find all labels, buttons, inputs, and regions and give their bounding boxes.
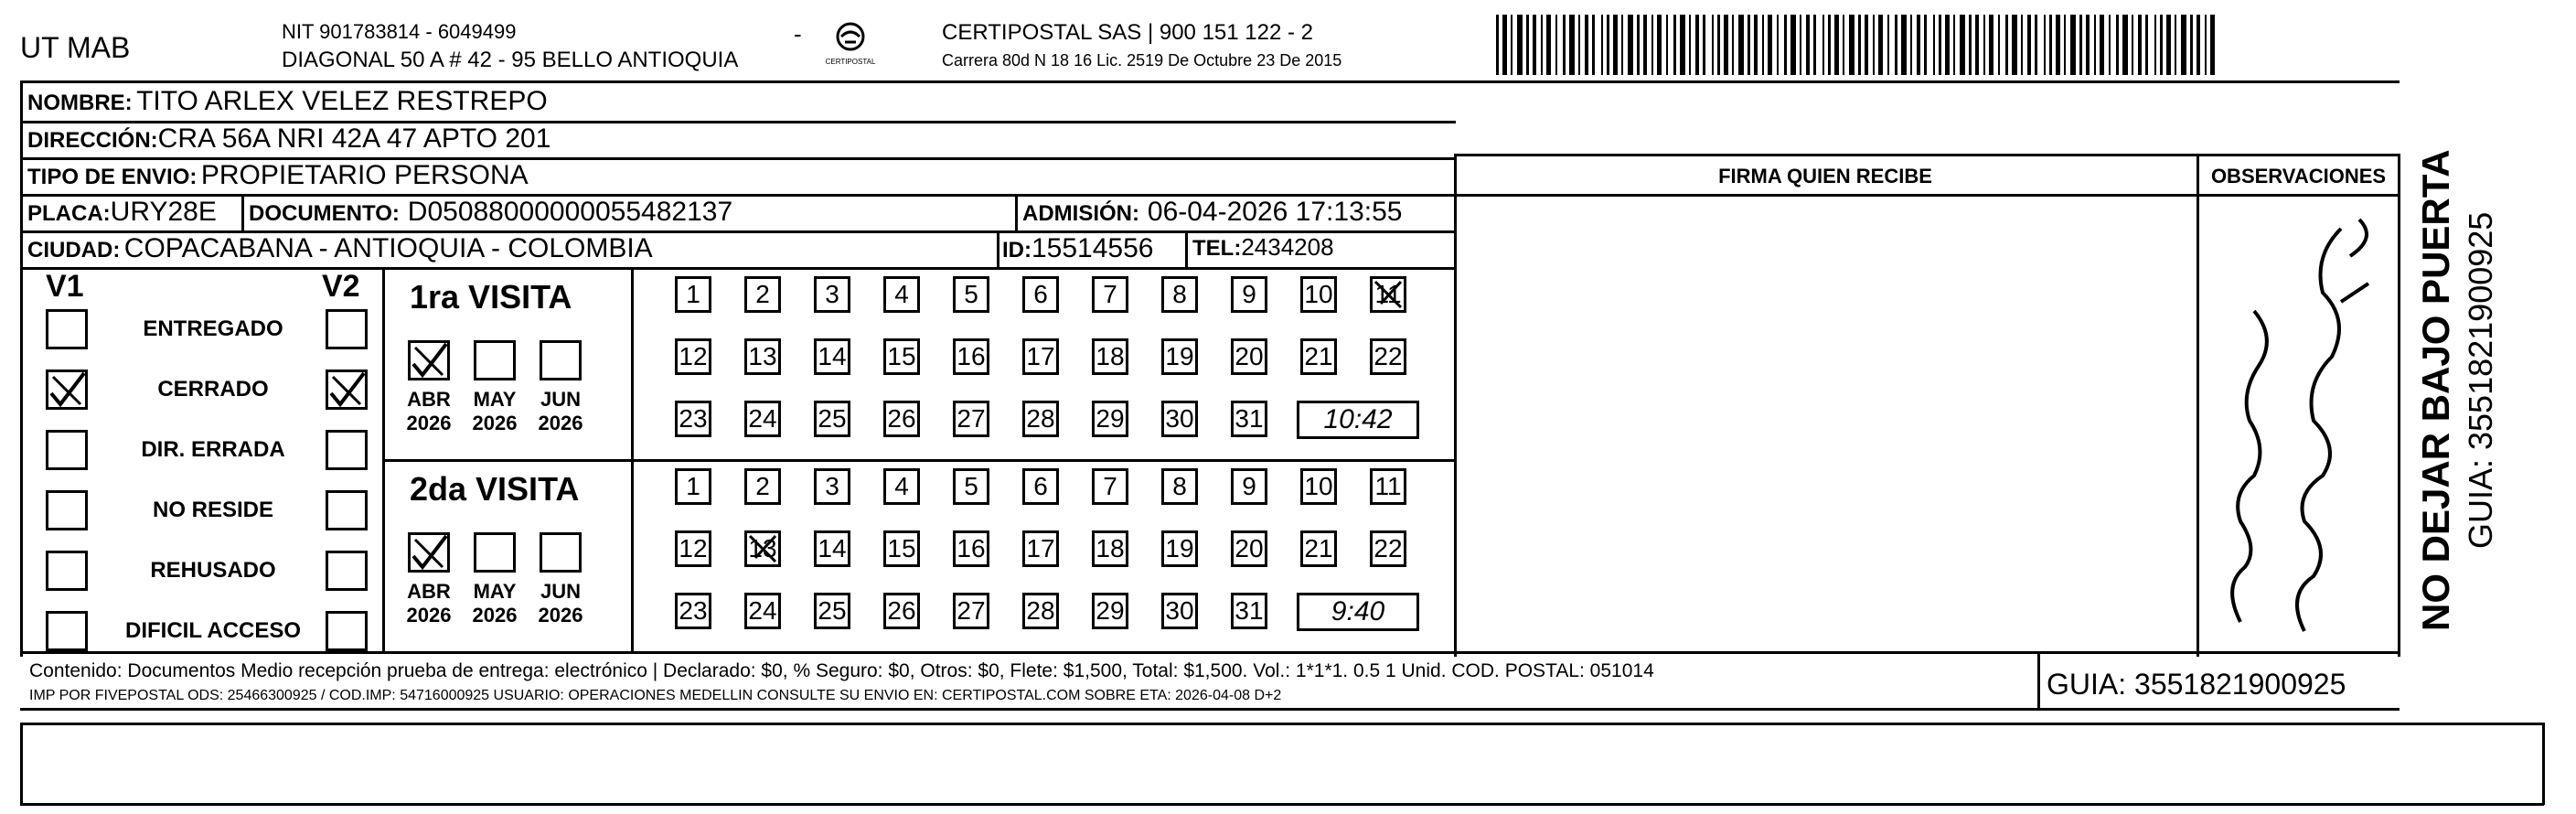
strip-bottom — [20, 803, 2544, 806]
barcode-bar — [1790, 15, 1796, 75]
day-box[interactable]: 19 — [1161, 530, 1198, 567]
frame-top — [20, 80, 2400, 83]
col-header-top — [1454, 154, 2400, 156]
barcode-bar — [2027, 15, 2031, 75]
day-box[interactable]: 10 — [1300, 276, 1337, 313]
day-box[interactable]: 11 — [1370, 276, 1406, 313]
day-box[interactable]: 13 — [744, 338, 781, 375]
visit-mid-line — [382, 459, 1454, 462]
barcode-bar — [1637, 15, 1640, 75]
day-box[interactable]: 18 — [1092, 530, 1128, 567]
status-label: REHUSADO — [150, 558, 276, 583]
barcode-bar — [2086, 15, 2090, 75]
barcode-bar — [2166, 15, 2171, 75]
admision-divider — [1015, 194, 1018, 230]
month-label: MAY 2026 — [472, 388, 518, 434]
status-label: ENTREGADO — [143, 316, 283, 341]
v1-checkbox[interactable] — [46, 490, 88, 530]
barcode-bar — [2044, 15, 2046, 75]
barcode-bar — [1924, 15, 1927, 75]
barcode-bar — [2049, 15, 2052, 75]
barcode-bar — [1878, 15, 1883, 75]
barcode-bar — [1865, 15, 1868, 75]
admission-date: 06-04-2026 17:13:55 — [1147, 197, 1403, 227]
barcode-bar — [1777, 15, 1779, 75]
dash-mark: - — [794, 20, 802, 48]
barcode-bar — [1555, 15, 1557, 75]
certipostal-line: CERTIPOSTAL SAS | 900 151 122 - 2 — [942, 20, 1313, 45]
day-box[interactable]: 23 — [675, 593, 711, 629]
barcode-bar — [1975, 15, 1979, 75]
barcode-bar — [1933, 15, 1935, 75]
day-box[interactable]: 1 — [675, 468, 711, 505]
barcode-bar — [1813, 15, 1816, 75]
barcode-bar — [1828, 15, 1831, 75]
shipment-type: PROPIETARIO PERSONA — [200, 160, 529, 190]
barcode-bar — [1732, 15, 1734, 75]
time-box[interactable]: 9:40 — [1297, 593, 1419, 631]
day-box[interactable]: 7 — [1092, 468, 1128, 505]
logo-text: CERTIPOSTAL — [825, 58, 876, 66]
barcode-bar — [2094, 15, 2096, 75]
day-box[interactable]: 6 — [1022, 276, 1059, 313]
barcode-bar — [1969, 15, 1972, 75]
barcode-bar — [1939, 15, 1941, 75]
barcode-bar — [1910, 15, 1912, 75]
documento-cell: DOCUMENTO: D05088000000055482137 — [249, 197, 733, 227]
barcode-bar — [1998, 15, 2000, 75]
v1-checkbox[interactable] — [46, 309, 88, 349]
status-label: DIFICIL ACCESO — [124, 618, 301, 643]
barcode-bar — [1578, 15, 1580, 75]
barcode-bar — [1754, 15, 1758, 75]
day-box[interactable]: 8 — [1161, 468, 1198, 505]
day-box[interactable]: 24 — [744, 593, 781, 629]
day-box[interactable]: 10 — [1300, 468, 1337, 505]
month-label: JUN 2026 — [538, 580, 583, 627]
barcode-bar — [1983, 15, 1985, 75]
day-box[interactable]: 12 — [675, 530, 711, 567]
barcode-bar — [1628, 15, 1633, 75]
footer-bottom — [20, 708, 2400, 711]
barcode-bar — [1989, 15, 1993, 75]
day-box[interactable]: 3 — [814, 468, 850, 505]
barcode-bar — [1953, 15, 1955, 75]
month-label: ABR 2026 — [406, 580, 452, 627]
v1-checkbox[interactable] — [46, 430, 88, 470]
v2-checkbox[interactable] — [326, 551, 368, 591]
day-box[interactable]: 22 — [1370, 338, 1406, 375]
footer-top — [20, 651, 2400, 654]
barcode-bar — [1703, 15, 1705, 75]
ciudad-cell: CIUDAD: COPACABANA - ANTIOQUIA - COLOMBIA — [27, 233, 653, 263]
day-box[interactable]: 20 — [1231, 338, 1267, 375]
status-label: DIR. ERRADA — [141, 437, 285, 462]
barcode-bar — [2079, 15, 2082, 75]
no-dejar-text: NO DEJAR BAJO PUERTA — [2414, 149, 2457, 631]
barcode-bar — [1887, 15, 1889, 75]
barcode-bar — [1724, 15, 1728, 75]
tel-divider — [1185, 230, 1188, 267]
barcode-bar — [2205, 15, 2207, 75]
day-box[interactable]: 20 — [1231, 530, 1267, 567]
day-box[interactable]: 21 — [1300, 338, 1337, 375]
month-checkbox[interactable] — [408, 340, 450, 380]
day-box[interactable]: 4 — [883, 276, 920, 313]
day-box[interactable]: 1 — [675, 276, 711, 313]
status-label: NO RESIDE — [152, 498, 274, 522]
barcode-bar — [1601, 15, 1603, 75]
id-divider — [997, 230, 999, 267]
day-box[interactable]: 17 — [1022, 530, 1059, 567]
barcode-bar — [2056, 15, 2060, 75]
day-box[interactable]: 16 — [953, 338, 989, 375]
v2-checkbox[interactable] — [326, 430, 368, 470]
id-cell: ID:15514556 — [1002, 233, 1154, 263]
time-box[interactable]: 10:42 — [1297, 401, 1419, 439]
day-box[interactable]: 18 — [1092, 338, 1128, 375]
day-box[interactable]: 4 — [883, 468, 920, 505]
day-box[interactable]: 23 — [675, 401, 711, 437]
barcode-bar — [2070, 15, 2076, 75]
barcode-bar — [2035, 15, 2037, 75]
v2-checkbox[interactable] — [326, 490, 368, 530]
frame-left — [20, 80, 23, 657]
barcode-bar — [2021, 15, 2023, 75]
barcode-bar — [1843, 15, 1844, 75]
barcode-bar — [1945, 15, 1950, 75]
day-box[interactable]: 14 — [814, 338, 850, 375]
month-checkbox[interactable] — [474, 532, 516, 573]
barcode-bar — [1517, 15, 1523, 75]
day-box[interactable]: 5 — [953, 468, 989, 505]
v1-label: V1 — [46, 269, 84, 304]
barcode-bar — [1502, 15, 1507, 75]
day-box[interactable]: 8 — [1161, 276, 1198, 313]
barcode — [1496, 15, 2224, 75]
barcode-bar — [1526, 15, 1529, 75]
day-box[interactable]: 29 — [1092, 593, 1128, 629]
barcode-bar — [2116, 15, 2119, 75]
v2-checkbox[interactable] — [326, 611, 368, 651]
recipient-phone: 2434208 — [1241, 233, 1334, 261]
barcode-bar — [1895, 15, 1897, 75]
barcode-bar — [1822, 15, 1824, 75]
day-box[interactable]: 28 — [1022, 593, 1059, 629]
day-box[interactable]: 28 — [1022, 401, 1059, 437]
barcode-bar — [1666, 15, 1668, 75]
day-box[interactable]: 12 — [675, 338, 711, 375]
barcode-bar — [1680, 15, 1685, 75]
recipient-id: 15514556 — [1031, 233, 1154, 263]
row-line-5 — [20, 267, 1456, 270]
imp-line: IMP POR FIVEPOSTAL ODS: 25466300925 / COD.IMP: 54716000925 USUARIO: OPERACIONES MEDELLIN CONSULTE SU ENVIO EN: CERTIPOSTAL.COM SOBRE ETA: 2026-04-08 D+2 — [29, 688, 1282, 703]
barcode-bar — [1657, 15, 1662, 75]
barcode-bar — [1784, 15, 1787, 75]
barcode-bar — [1762, 15, 1764, 75]
barcode-bar — [2005, 15, 2008, 75]
strip-top — [20, 723, 2544, 725]
barcode-bar — [1546, 15, 1551, 75]
tel-cell: TEL:2434208 — [1192, 233, 1334, 261]
v1-checkbox[interactable] — [46, 611, 88, 651]
month-label: MAY 2026 — [472, 580, 518, 627]
day-box[interactable]: 3 — [814, 276, 850, 313]
day-box[interactable]: 27 — [953, 401, 989, 437]
barcode-bar — [1585, 15, 1588, 75]
visit-title: 1ra VISITA — [410, 278, 572, 316]
barcode-bar — [2154, 15, 2156, 75]
month-label: ABR 2026 — [406, 388, 452, 434]
day-box[interactable]: 22 — [1370, 530, 1406, 567]
frame-firma-left — [1454, 154, 1457, 657]
visit-title: 2da VISITA — [410, 470, 580, 508]
month-checkbox[interactable] — [474, 340, 516, 380]
handwritten-observation — [2204, 201, 2396, 640]
barcode-bar — [1748, 15, 1750, 75]
day-box[interactable]: 11 — [1370, 468, 1406, 505]
day-box[interactable]: 15 — [883, 530, 920, 567]
month-checkbox[interactable] — [408, 532, 450, 573]
day-box[interactable]: 29 — [1092, 401, 1128, 437]
barcode-bar — [1621, 15, 1623, 75]
day-box[interactable]: 30 — [1161, 401, 1198, 437]
barcode-bar — [1695, 15, 1699, 75]
barcode-bar — [1563, 15, 1566, 75]
barcode-bar — [1643, 15, 1647, 75]
barcode-bar — [1496, 15, 1499, 75]
barcode-bar — [1858, 15, 1861, 75]
barcode-bar — [1768, 15, 1772, 75]
barcode-bar — [1873, 15, 1875, 75]
barcode-bar — [2122, 15, 2128, 75]
strip-right — [2542, 723, 2545, 805]
day-box[interactable]: 5 — [953, 276, 989, 313]
day-box[interactable]: 27 — [953, 593, 989, 629]
month-checkbox[interactable] — [540, 340, 582, 380]
v1-checkbox[interactable] — [46, 551, 88, 591]
barcode-bar — [1689, 15, 1691, 75]
license-line: Carrera 80d N 18 16 Lic. 2519 De Octubre 23 De 2015 — [942, 51, 1342, 70]
barcode-bar — [1592, 15, 1595, 75]
barcode-bar — [1917, 15, 1920, 75]
day-box[interactable]: 26 — [883, 401, 920, 437]
day-box[interactable]: 21 — [1300, 530, 1337, 567]
month-checkbox[interactable] — [540, 532, 582, 573]
guia-box: GUIA: 3551821900925 — [2047, 668, 2346, 701]
barcode-bar — [1607, 15, 1609, 75]
barcode-bar — [1511, 15, 1512, 75]
plate-number: URY28E — [110, 197, 217, 227]
tipo-row: TIPO DE ENVIO: PROPIETARIO PERSONA — [27, 160, 529, 190]
barcode-bar — [1717, 15, 1720, 75]
day-box[interactable]: 17 — [1022, 338, 1059, 375]
barcode-bar — [2138, 15, 2142, 75]
frame-right — [2398, 154, 2400, 657]
barcode-bar — [1834, 15, 1839, 75]
barcode-bar — [1960, 15, 1965, 75]
day-box[interactable]: 2 — [744, 468, 781, 505]
v2-checkbox[interactable] — [326, 309, 368, 349]
barcode-bar — [2132, 15, 2133, 75]
city: COPACABANA - ANTIOQUIA - COLOMBIA — [123, 233, 653, 263]
day-box[interactable]: 13 — [744, 530, 781, 567]
day-box[interactable]: 9 — [1231, 276, 1267, 313]
sender-name: UT MAB — [20, 31, 131, 64]
day-box[interactable]: 16 — [953, 530, 989, 567]
barcode-bar — [2145, 15, 2148, 75]
nit-line: NIT 901783814 - 6049499 — [282, 20, 517, 43]
day-box[interactable]: 31 — [1231, 593, 1267, 629]
barcode-bar — [1901, 15, 1907, 75]
status-label: CERRADO — [157, 377, 269, 402]
v1-checkbox[interactable] — [46, 370, 88, 410]
certipostal-logo — [823, 20, 878, 71]
recipient-address: CRA 56A NRI 42A 47 APTO 201 — [157, 123, 551, 154]
barcode-bar — [2210, 15, 2215, 75]
barcode-bar — [1800, 15, 1801, 75]
nombre-row: NOMBRE: TITO ARLEX VELEZ RESTREPO — [27, 86, 548, 116]
day-box[interactable]: 6 — [1022, 468, 1059, 505]
placa-divider — [241, 194, 244, 230]
day-box[interactable]: 19 — [1161, 338, 1198, 375]
barcode-bar — [2100, 15, 2104, 75]
day-box[interactable]: 26 — [883, 593, 920, 629]
day-box[interactable]: 30 — [1161, 593, 1198, 629]
direccion-row: DIRECCIÓN:CRA 56A NRI 42A 47 APTO 201 — [27, 123, 551, 154]
admision-cell: ADMISIÓN: 06-04-2026 17:13:55 — [1022, 197, 1403, 227]
month-label: JUN 2026 — [538, 388, 583, 434]
day-box[interactable]: 2 — [744, 276, 781, 313]
barcode-bar — [1569, 15, 1575, 75]
day-box[interactable]: 14 — [814, 530, 850, 567]
document-number: D05088000000055482137 — [407, 197, 733, 227]
barcode-bar — [2064, 15, 2066, 75]
barcode-bar — [1533, 15, 1536, 75]
barcode-bar — [1673, 15, 1676, 75]
day-box[interactable]: 24 — [744, 401, 781, 437]
barcode-bar — [2160, 15, 2163, 75]
barcode-bar — [2181, 15, 2186, 75]
guia-box-left — [2037, 651, 2040, 710]
barcode-bar — [2175, 15, 2176, 75]
barcode-bar — [1806, 15, 1810, 75]
barcode-bar — [1738, 15, 1744, 75]
day-box[interactable]: 25 — [814, 593, 850, 629]
strip-left — [20, 723, 23, 805]
contenido-line: Contenido: Documentos Medio recepción prueba de entrega: electrónico | Declarado: $0, % Seguro: $0, Otros: $0, Flete: $1,500, Total: $1,500. Vol.: 1*1*1. 0.5 1 Unid. COD. POSTAL: 051014 — [29, 660, 1654, 681]
barcode-bar — [2012, 15, 2017, 75]
barcode-bar — [2190, 15, 2193, 75]
barcode-bar — [1613, 15, 1618, 75]
barcode-bar — [2197, 15, 2200, 75]
day-box[interactable]: 25 — [814, 401, 850, 437]
barcode-bar — [1712, 15, 1714, 75]
day-box[interactable]: 9 — [1231, 468, 1267, 505]
recipient-name: TITO ARLEX VELEZ RESTREPO — [136, 86, 548, 116]
placa-cell: PLACA:URY28E — [27, 197, 217, 227]
barcode-bar — [2109, 15, 2111, 75]
sender-address: DIAGONAL 50 A # 42 - 95 BELLO ANTIOQUIA — [282, 48, 739, 72]
firma-header: FIRMA QUIEN RECIBE — [1718, 165, 1932, 187]
side-guia-text: GUIA: 3551821900925 — [2462, 211, 2499, 549]
frame-obs-left — [2197, 154, 2199, 657]
v2-checkbox[interactable] — [326, 370, 368, 410]
barcode-bar — [1541, 15, 1543, 75]
barcode-bar — [1849, 15, 1855, 75]
barcode-bar — [1651, 15, 1653, 75]
day-box[interactable]: 7 — [1092, 276, 1128, 313]
v2-label: V2 — [322, 269, 360, 304]
day-box[interactable]: 15 — [883, 338, 920, 375]
day-box[interactable]: 31 — [1231, 401, 1267, 437]
observaciones-header: OBSERVACIONES — [2210, 165, 2387, 187]
